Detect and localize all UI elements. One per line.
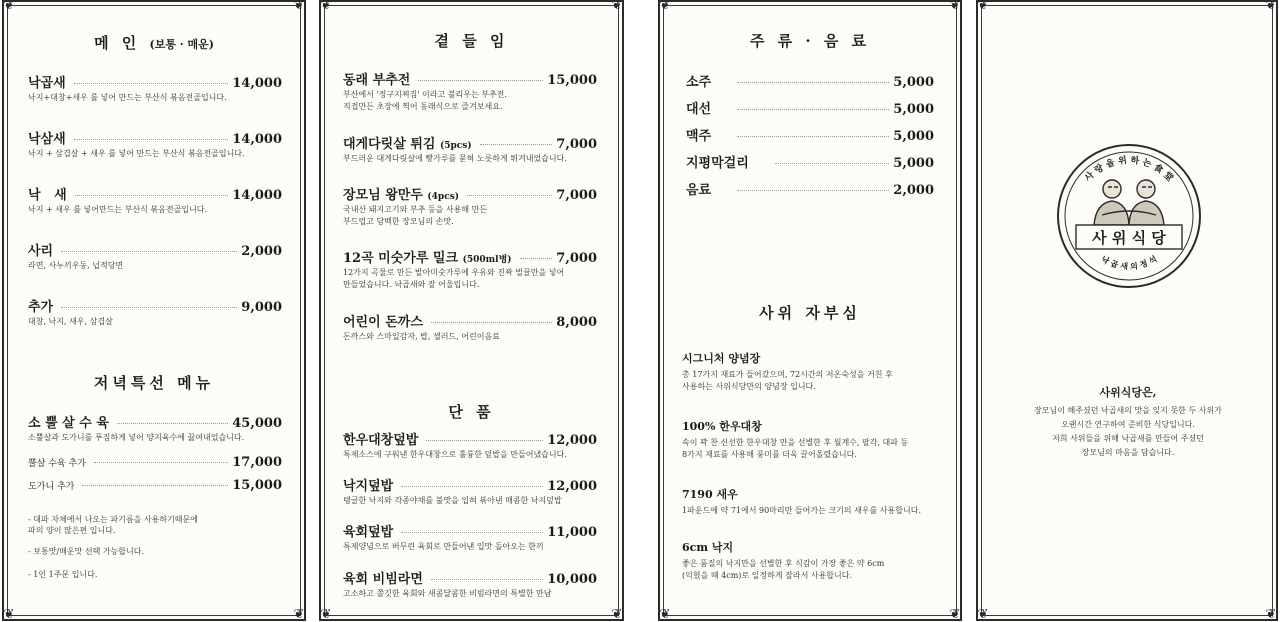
dinner-section-title: 저녁특선 메뉴 <box>93 374 215 392</box>
item-desc: 특제양념으로 버무린 육회로 만들어낸 입맛 돌아오는 한끼 <box>343 542 544 551</box>
corner-ornament-icon: ❦ <box>320 607 332 622</box>
item-price: 15,000 <box>232 478 282 493</box>
corner-ornament-icon: ❦ <box>659 607 671 622</box>
item-desc: 고소하고 쫄깃한 육회와 새콤달콤한 비빔라면의 특별한 만남 <box>343 589 552 598</box>
menu-item[interactable] <box>686 71 934 90</box>
corner-ornament-icon: ❦ <box>659 0 671 13</box>
single-section-title: 단 품 <box>448 403 495 421</box>
leader-dots <box>431 322 552 323</box>
item-price: 17,000 <box>232 455 282 470</box>
item-desc: 대창, 낙지, 새우, 삼겹살 <box>28 317 113 326</box>
item-desc: 국내산 돼지고기와 부추 등을 사용해 만든 부드럽고 담백한 장모님의 손맛. <box>343 205 488 226</box>
item-price: 2,000 <box>893 183 934 198</box>
item-desc: 라면, 사누끼우동, 넙적당면 <box>28 261 124 270</box>
corner-ornament-icon: ❦ <box>977 0 989 13</box>
feature-title: 7190 새우 <box>682 488 738 501</box>
item-price: 5,000 <box>893 102 934 117</box>
leader-dots <box>94 462 228 463</box>
item-desc: 탱글한 낙지와 각종야채를 불맛을 입혀 볶아낸 매콤한 낙지덮밥 <box>343 496 562 505</box>
menu-item[interactable] <box>343 521 597 553</box>
item-desc: 낙지 + 새우 를 넣어만드는 부산식 볶음전골입니다. <box>28 205 208 214</box>
corner-ornament-icon: ❦ <box>977 607 989 622</box>
feature-block <box>682 486 921 517</box>
item-desc: 부산에서 '정구지찌짐' 이라고 불리우는 부추전. 직접만든 초장에 찍어 동래식으로 즐겨보세요. <box>343 90 507 111</box>
menu-note: - 대파 자체에서 나오는 파기름을 사용하기때문에 파의 양이 많은편 입니다. <box>28 515 198 535</box>
about-title: 사위식당은, <box>1099 386 1157 399</box>
leader-dots <box>117 423 228 424</box>
corner-ornament-icon: ❦ <box>611 607 623 622</box>
item-price: 8,000 <box>556 315 597 330</box>
leader-dots <box>480 144 553 145</box>
main-title-text: 메 인 <box>94 34 141 52</box>
menu-item[interactable] <box>343 475 597 507</box>
leader-dots <box>737 82 889 83</box>
corner-ornament-icon: ❦ <box>1265 607 1277 622</box>
feature-desc: 1파운드에 약 71에서 90마리만 들어가는 크기의 새우를 사용합니다. <box>682 506 921 515</box>
item-price: 5,000 <box>893 75 934 90</box>
menu-item[interactable] <box>343 311 597 343</box>
item-name: 소 뿔 살 수 육 <box>28 416 109 431</box>
item-name: 어린이 돈까스 <box>343 315 423 330</box>
item-name: 낙지덮밥 <box>343 479 394 494</box>
menu-item[interactable] <box>686 125 934 144</box>
item-name: 대게다릿살 튀김 <box>343 137 436 152</box>
menu-item[interactable] <box>686 179 934 198</box>
pride-section-title: 사위 자부심 <box>759 304 861 322</box>
corner-ornament-icon: ❦ <box>949 607 961 622</box>
item-price: 10,000 <box>547 572 597 587</box>
menu-item[interactable] <box>686 152 934 171</box>
item-price: 7,000 <box>556 188 597 203</box>
item-name: 소주 <box>686 75 712 90</box>
feature-title: 100% 한우대창 <box>682 420 762 433</box>
menu-panel-drinks <box>658 0 962 621</box>
logo-arc-bottom-text: 낙 곱 새 의 정 석 <box>1099 253 1159 272</box>
menu-item[interactable] <box>343 133 597 165</box>
item-desc: 낙지+대창+새우 를 넣어 만드는 부산식 볶음전골입니다. <box>28 93 227 102</box>
restaurant-logo <box>1056 143 1202 289</box>
leader-dots <box>74 83 229 84</box>
corner-ornament-icon: ❦ <box>3 0 15 13</box>
menu-item[interactable] <box>686 98 934 117</box>
menu-item[interactable] <box>343 184 597 228</box>
leader-dots <box>418 80 543 81</box>
item-qty: (4pcs) <box>427 192 460 202</box>
menu-note: - 1인 1주문 입니다. <box>28 570 98 579</box>
about-text: 장모님이 해주셨던 낙곱새의 맛을 잊지 못한 두 사위가 오랜시간 연구하여 준비한 식당입니다. 저희 사위들을 위해 낙곱새를 만들어 주셨던 장모님의 마음을 담습니다. <box>1034 406 1222 457</box>
logo-arc-top-text: 사 랑 을 위 하 는 食 堂 <box>1083 155 1175 184</box>
item-name: 육회덮밥 <box>343 525 394 540</box>
leader-dots <box>61 251 237 252</box>
feature-desc: 총 17가지 재료가 들어갔으며, 72시간의 저온숙성을 거친 후 사용하는 사위식당만의 양념장 입니다. <box>682 370 893 391</box>
leader-dots <box>520 258 553 259</box>
leader-dots <box>737 190 889 191</box>
item-qty: (500ml병) <box>462 255 512 265</box>
item-price: 12,000 <box>547 433 597 448</box>
feature-desc: 좋은 품질의 낙지만을 선별한 후 식감이 가장 좋은 약 6cm (익혔을 때 4cm)로 일정하게 잘라서 사용합니다. <box>682 559 885 580</box>
item-qty: (5pcs) <box>439 141 472 151</box>
logo-name-text: 사 위 식 당 <box>1092 229 1166 247</box>
main-section-title <box>4 32 304 53</box>
leader-dots <box>74 139 229 140</box>
menu-note: - 보통맛/매운맛 선택 가능합니다. <box>28 547 145 556</box>
leader-dots <box>82 485 228 486</box>
leader-dots <box>467 195 552 196</box>
item-name: 사리 <box>28 244 54 259</box>
item-price: 14,000 <box>232 188 282 203</box>
corner-ornament-icon: ❦ <box>293 607 305 622</box>
item-price: 5,000 <box>893 129 934 144</box>
corner-ornament-icon: ❦ <box>320 0 332 13</box>
menu-item[interactable] <box>28 296 282 328</box>
leader-dots <box>75 195 229 196</box>
menu-item[interactable] <box>28 72 282 104</box>
item-price: 7,000 <box>556 137 597 152</box>
item-price: 11,000 <box>547 525 597 540</box>
menu-panel-main <box>2 0 306 621</box>
item-price: 12,000 <box>547 479 597 494</box>
feature-title: 6cm 낙지 <box>682 541 734 554</box>
item-desc: 부드러운 대게다릿살에 빵가루를 묻혀 노릇하게 튀겨내었습니다. <box>343 154 567 163</box>
corner-ornament-icon: ❦ <box>3 607 15 622</box>
corner-ornament-icon: ❦ <box>293 0 305 13</box>
drinks-section-title: 주 류 · 음 료 <box>749 32 871 50</box>
main-title-sub: (보통 · 매운) <box>149 38 214 51</box>
feature-desc: 속이 꽉 찬 신선한 한우대창 만을 선별한 후 월계수, 팔각, 대파 등 8가지 재료를 사용해 풍미를 더욱 끌어올렸습니다. <box>682 438 909 459</box>
leader-dots <box>426 440 543 441</box>
menu-item[interactable] <box>343 568 597 600</box>
menu-item[interactable] <box>28 240 282 272</box>
menu-item[interactable] <box>28 128 282 160</box>
item-name: 낙삼새 <box>28 132 66 147</box>
item-price: 9,000 <box>241 300 282 315</box>
item-desc: 소뿔살과 도가니를 푸짐하게 넣어 양지육수에 끓여내었습니다. <box>28 433 245 442</box>
corner-ornament-icon: ❦ <box>1265 0 1277 13</box>
feature-title: 시그니처 양념장 <box>682 352 761 365</box>
item-price: 15,000 <box>547 73 597 88</box>
item-name: 낙곱새 <box>28 76 66 91</box>
item-desc: 낙지 + 삼겹살 + 새우 를 넣어 만드는 부산식 볶음전골입니다. <box>28 149 245 158</box>
corner-ornament-icon: ❦ <box>949 0 961 13</box>
item-name: 12곡 미숫가루 밀크 <box>343 251 459 266</box>
item-name: 지평막걸리 <box>686 156 749 171</box>
menu-item[interactable] <box>28 412 282 444</box>
item-desc: 돈까스와 스마일감자, 밥, 샐러드, 어린이음료 <box>343 332 500 341</box>
leader-dots <box>401 532 543 533</box>
item-price: 5,000 <box>893 156 934 171</box>
item-price: 45,000 <box>232 416 282 431</box>
menu-item[interactable] <box>343 429 597 461</box>
item-price: 14,000 <box>232 76 282 91</box>
feature-block <box>682 418 908 461</box>
menu-item[interactable] <box>343 247 597 291</box>
item-name: 음료 <box>686 183 712 198</box>
item-name: 동래 부추전 <box>343 73 411 88</box>
menu-item[interactable] <box>28 455 282 470</box>
item-name: 한우대창덮밥 <box>343 433 419 448</box>
item-name: 장모님 왕만두 <box>343 188 423 203</box>
item-name: 맥주 <box>686 129 712 144</box>
leader-dots <box>775 163 889 164</box>
leader-dots <box>61 307 237 308</box>
menu-item[interactable] <box>28 478 282 493</box>
leader-dots <box>737 136 889 137</box>
leader-dots <box>431 579 543 580</box>
feature-block <box>682 350 893 393</box>
item-name: 추가 <box>28 300 54 315</box>
leader-dots <box>401 486 543 487</box>
menu-item[interactable] <box>343 69 597 113</box>
item-price: 7,000 <box>556 251 597 266</box>
sides-section-title: 곁 들 임 <box>434 32 509 50</box>
item-desc: 특제소스에 구워낸 한우대창으로 훌륭한 덮밥을 만들어냈습니다. <box>343 450 567 459</box>
corner-ornament-icon: ❦ <box>611 0 623 13</box>
menu-item[interactable] <box>28 184 282 216</box>
item-price: 2,000 <box>241 244 282 259</box>
item-name: 육회 비빔라면 <box>343 572 423 587</box>
leader-dots <box>737 109 889 110</box>
menu-panel-sides <box>319 0 624 621</box>
item-name: 뿔살 수육 추가 <box>28 459 86 469</box>
item-name: 도가니 추가 <box>28 482 75 492</box>
item-price: 14,000 <box>232 132 282 147</box>
item-name: 대선 <box>686 102 712 117</box>
feature-block <box>682 539 884 582</box>
item-name: 낙 새 <box>28 188 67 203</box>
item-desc: 12가지 곡물로 만든 발아미숫가루에 우유와 진짜 벌꿀만을 넣어 만들었습니다. 낙곱새와 잘 어울립니다. <box>343 268 565 289</box>
menu-panel-about <box>976 0 1278 621</box>
